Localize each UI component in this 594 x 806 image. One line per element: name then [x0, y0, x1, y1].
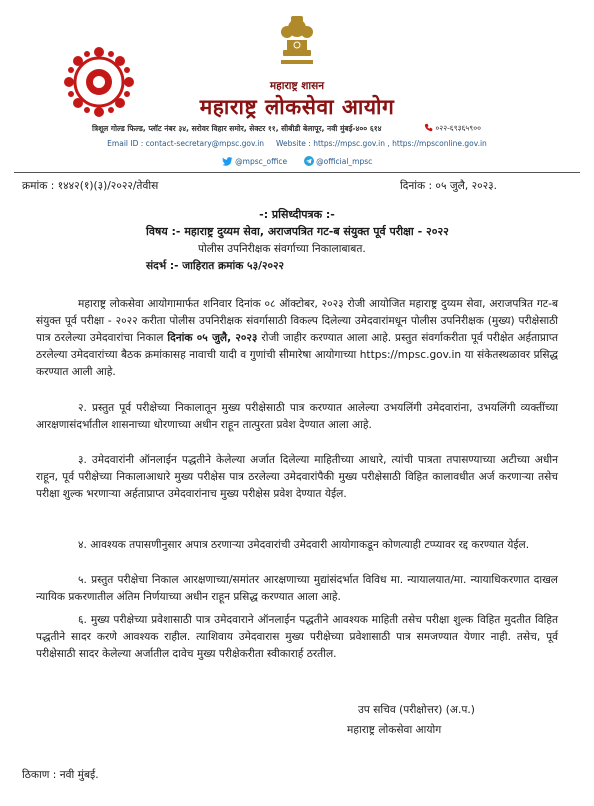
header-divider [14, 172, 580, 173]
paragraph-1 [36, 296, 558, 381]
govt-label: महाराष्ट्र शासन [269, 80, 325, 92]
paragraph-1-text-b: रोजी जाहीर करण्यात आला आहे. प्रस्तुत संवर्गाकरीता पूर्व परीक्षेत अर्हताप्राप्त ठरलेल्या उमेदवारांच्या बैठक क्रमांकासह नावाची यादी व गुणांची सीमारेषा आयोगाच्या https://mpsc.gov.in या संकेतस्थळावर प्रसिद्ध करण्यात आली आहे. [36, 332, 558, 378]
paragraph-6: ६. मुख्य परीक्षेच्या प्रवेशासाठी पात्र उमेदवाराने ऑनलाईन पद्धतीने आवश्यक माहिती तसेच परीक्षा शुल्क विहित मुदतीत विहित पद्धतीने सादर करणे आवश्यक राहील. त्याशिवाय उमेदवारास मुख्य परीक्षेच्या प्रवेशासाठी पात्र समजण्यात येणार नाही. तसेच, पूर्व परीक्षेसाठी सादर केलेल्या अर्जातील दावेच मुख्य परीक्षेकरीता स्वीकारार्ह ठरतील. [36, 614, 558, 660]
paragraph-3: ३. उमेदवारांनी ऑनलाईन पद्धतीने केलेल्या अर्जात दिलेल्या माहितीच्या आधारे, त्यांची पात्रता तपासण्याच्या अटीच्या अधीन राहून, पूर्व परीक्षेच्या निकालाआधारे मुख्य परीक्षेस पात्र ठरलेल्या उमेदवारांपैकी मुख्य परीक्षेसाठी विहित कालावधीत अर्ज करणाऱ्या तसेच परीक्षा शुल्क भरणाऱ्या अर्हताप्राप्त उमेदवारांनाच मुख्य परीक्षेस प्रवेश देण्यात येईल. [36, 454, 558, 500]
paragraph-1-date: दिनांक ०५ जुलै, २०२३ [167, 332, 258, 344]
contact-row [0, 139, 594, 148]
paragraph-1-text-a: महाराष्ट्र लोकसेवा आयोगामार्फत शनिवार दिनांक ०८ ऑक्टोबर, २०२३ रोजी आयोजित महाराष्ट्र दुय्यम सेवा, अराजपत्रित गट-ब संयुक्त पूर्व परीक्षा - २०२२ करीता पोलीस उपनिरीक्षक संवर्गासाठी विकल्प दिलेल्या उमेदवारांमधून पोलीस उपनिरीक्षक (मुख्य) परीक्षेसाठी पात्र ठरलेल्या उमेदवारांचा निकाल [36, 298, 558, 344]
phone-icon [424, 123, 433, 134]
ashoka-emblem-icon [275, 10, 319, 70]
social-row [0, 156, 594, 168]
signatory-title: उप सचिव (परीक्षोत्तर) (अ.प.) [358, 704, 475, 716]
subject-line-2: पोलीस उपनिरीक्षक संवर्गाच्या निकालाबाबत. [198, 243, 366, 255]
org-phone [424, 123, 481, 134]
twitter-icon [222, 157, 233, 168]
twitter-handle[interactable]: @mpsc_office [235, 157, 288, 166]
reference-line [146, 258, 284, 275]
paragraph-4: ४. आवश्यक तपासणीनुसार अपात्र ठरणाऱ्या उमेदवारांची उमेदवारी आयोगाकडून कोणत्याही टप्प्यावर रद्द करण्यात येईल. [78, 539, 530, 551]
subject-line: विषय :- महाराष्ट्र दुय्यम सेवा, अराजपत्रित गट-ब संयुक्त पूर्व परीक्षा - २०२२ [146, 225, 449, 238]
issue-date: दिनांक : ०५ जुलै, २०२३. [400, 180, 497, 192]
paragraph-2: २. प्रस्तुत पूर्व परीक्षेच्या निकालातून मुख्य परीक्षेसाठी पात्र करण्यात आलेल्या उभयलिंगी उमेदवारांना, उभयलिंगी व्यक्तींच्या आरक्षणासंदर्भातील शासनाच्या धोरणाच्या अधीन राहून तात्पुरता प्रवेश देण्यात आला आहे. [36, 402, 558, 431]
website-link[interactable]: Website : https://mpsc.gov.in , https://mpsconline.gov.in [276, 139, 487, 148]
signatory-org: महाराष्ट्र लोकसेवा आयोग [347, 724, 442, 736]
phone-number[interactable]: ०२२-६९३६५९०० [435, 123, 481, 133]
email-link[interactable]: Email ID : contact-secretary@mpsc.gov.in [107, 139, 265, 148]
org-title: महाराष्ट्र लोकसेवा आयोग [199, 95, 395, 119]
press-heading: -: प्रसिध्दीपत्रक :- [259, 208, 335, 221]
telegram-handle[interactable]: @official_mpsc [316, 157, 373, 166]
org-address: त्रिशूल गोल्ड फिल्ड, प्लॉट नंबर ३४, सरोवर विहार समोर, सेक्टर ११, सीबीडी बेलापूर, नवी मुंबई-४०० ६१४ [92, 124, 382, 133]
reference-number: क्रमांक : १४४२(१)(३)/२०२२/तेवीस [22, 180, 159, 192]
telegram-icon [304, 156, 314, 168]
place-line: ठिकाण : नवी मुंबई. [22, 769, 99, 781]
paragraph-5: ५. प्रस्तुत परीक्षेचा निकाल आरक्षणाच्या/समांतर आरक्षणाच्या मुद्यांसंदर्भात विविध मा. न्यायालयात/मा. न्यायाधिकरणात दाखल न्यायिक प्रकरणातील अंतिम निर्णयाच्या अधीन राहून प्रसिद्ध करण्यात आला आहे. [36, 574, 558, 603]
reference-text: संदर्भ :- जाहिरात क्रमांक ५३/२०२२ [146, 260, 284, 272]
